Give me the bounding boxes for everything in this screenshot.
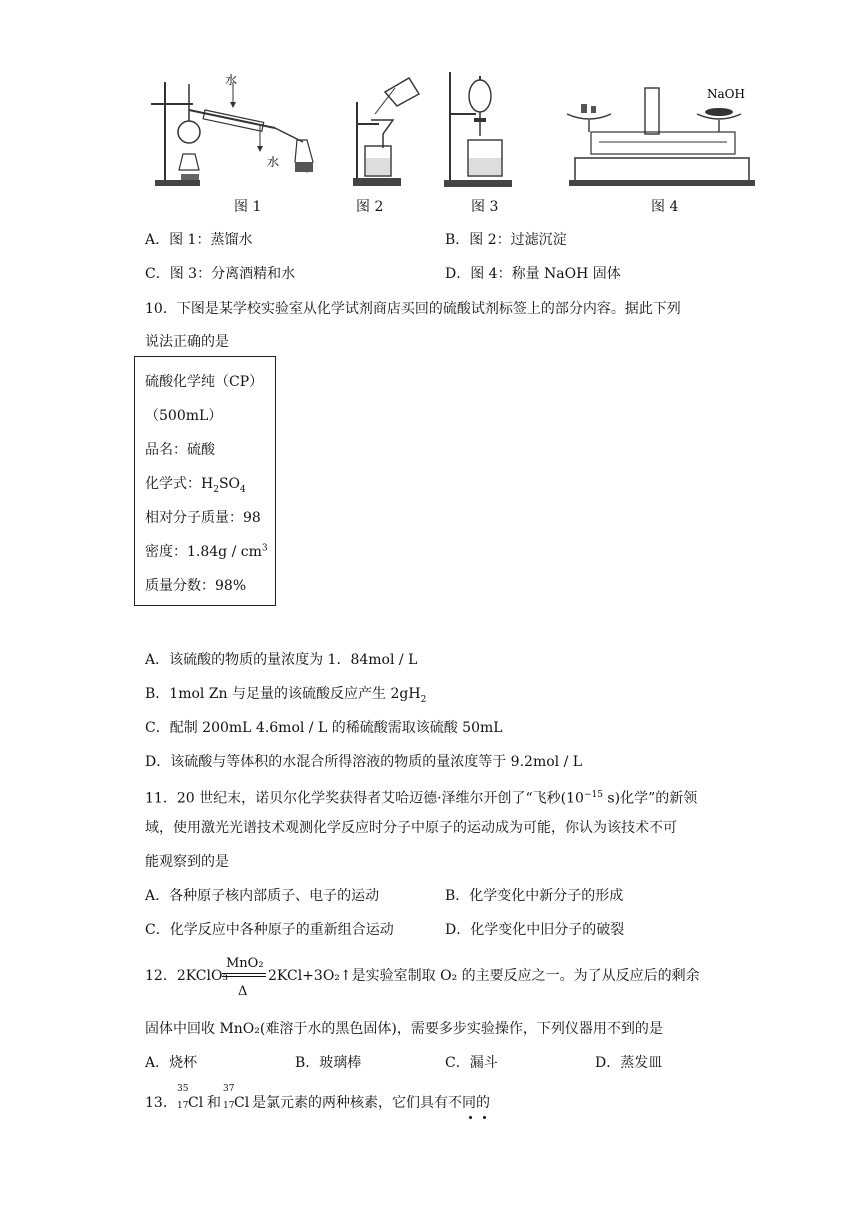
- q10-stem-line1: 10．下图是某学校实验室从化学试剂商店买回的硫酸试剂标签上的部分内容。据此下列: [145, 301, 681, 317]
- label-grade: 硫酸化学纯（CP）: [145, 374, 264, 390]
- q9-option-d: D．图 4：称量 NaOH 固体: [445, 266, 621, 282]
- label-volume: （500mL）: [145, 408, 223, 424]
- fig4-naoh-label: NaOH: [707, 87, 745, 101]
- q11-option-d: D．化学变化中旧分子的破裂: [445, 922, 625, 938]
- q9-option-c: C．图 3：分离酒精和水: [145, 266, 296, 282]
- label-name: 品名：硫酸: [145, 442, 215, 458]
- q12-stem-line1: 2KCl+3O₂↑是实验室制取 O₂ 的主要反应之一。为了从反应后的剩余: [268, 968, 700, 984]
- q13-iso1-mass: 35: [177, 1084, 189, 1094]
- figure-3-separatory-funnel: [440, 62, 520, 192]
- q11-stem-line1: 11．20 世纪末，诺贝尔化学奖获得者艾哈迈德·泽维尔开创了“飞秒($10^{-15}$ s)化学”的新领: [145, 790, 698, 807]
- reaction-arrow-line-2: [222, 976, 266, 977]
- q11-stem-line2: 域，使用激光光谱技术观测化学反应时分子中原子的运动成为可能，你认为该技术不可: [145, 820, 677, 836]
- q11-stem-line3: 能观察到的是: [145, 854, 229, 870]
- figure-3-caption: 图 3: [471, 199, 499, 215]
- reagent-label-box: [134, 356, 276, 606]
- q10-stem-line2: 说法正确的是: [145, 334, 229, 350]
- q13-and: 和: [207, 1095, 221, 1111]
- figure-4-balance: [565, 62, 765, 192]
- reaction-heat-symbol: Δ: [238, 984, 248, 999]
- label-mass-fraction: 质量分数：98%: [145, 578, 247, 594]
- q11-option-a: A．各种原子核内部质子、电子的运动: [145, 888, 380, 904]
- q13-iso1-symbol: Cl: [188, 1095, 204, 1111]
- emphasis-dot: [483, 1116, 486, 1119]
- q12-option-d: D．蒸发皿: [595, 1055, 663, 1071]
- reaction-catalyst: MnO₂: [226, 956, 264, 971]
- fig1-water-out-label: 水: [267, 155, 280, 169]
- q12-stem-line2: 固体中回收 MnO₂(难溶于水的黑色固体)，需要多步实验操作，下列仪器用不到的是: [145, 1021, 663, 1037]
- figure-4-caption: 图 4: [651, 199, 679, 215]
- figure-1-caption: 图 1: [234, 199, 262, 215]
- q10-option-a: A．该硫酸的物质的量浓度为 1．84mol / L: [145, 652, 418, 668]
- q12-reactant: 12．2KClO₃: [145, 968, 229, 984]
- q13-iso2-symbol: Cl: [234, 1095, 250, 1111]
- q11-option-c: C．化学反应中各种原子的重新组合运动: [145, 922, 394, 938]
- q10-option-d: D．该硫酸与等体积的水混合所得溶液的物质的量浓度等于 9.2mol / L: [145, 754, 583, 770]
- q12-option-b: B．玻璃棒: [295, 1055, 362, 1071]
- q9-option-b: B．图 2：过滤沉淀: [445, 232, 567, 248]
- q10-option-b: B．1mol Zn 与足量的该硫酸反应产生 $2gH_2$: [145, 686, 427, 705]
- q9-option-a: A．图 1：蒸馏水: [145, 232, 253, 248]
- figure-2-filtration: [345, 62, 435, 192]
- figure-2-caption: 图 2: [356, 199, 384, 215]
- label-density: 密度：$1.84g / cm^3$: [145, 543, 268, 560]
- label-molar-mass: 相对分子质量：98: [145, 510, 261, 526]
- q13-number: 13．: [145, 1095, 177, 1111]
- figure-1-distillation: [145, 62, 320, 192]
- q13-stem: 是氯元素的两种核素，它们具有不同的: [252, 1095, 490, 1111]
- fig1-water-in-label: 水: [225, 73, 238, 87]
- label-formula: 化学式：$H_2SO_4$: [145, 476, 246, 495]
- q10-option-c: C．配制 200mL 4.6mol / L 的稀硫酸需取该硫酸 50mL: [145, 720, 503, 736]
- emphasis-dot: [469, 1116, 472, 1119]
- q12-option-a: A．烧杯: [145, 1055, 198, 1071]
- q13-iso2-mass: 37: [223, 1084, 235, 1094]
- q12-option-c: C．漏斗: [445, 1055, 498, 1071]
- q13-iso1-z: 17: [177, 1101, 189, 1111]
- q11-option-b: B．化学变化中新分子的形成: [445, 888, 624, 904]
- reaction-arrow-line-1: [222, 973, 266, 974]
- q13-iso2-z: 17: [223, 1101, 235, 1111]
